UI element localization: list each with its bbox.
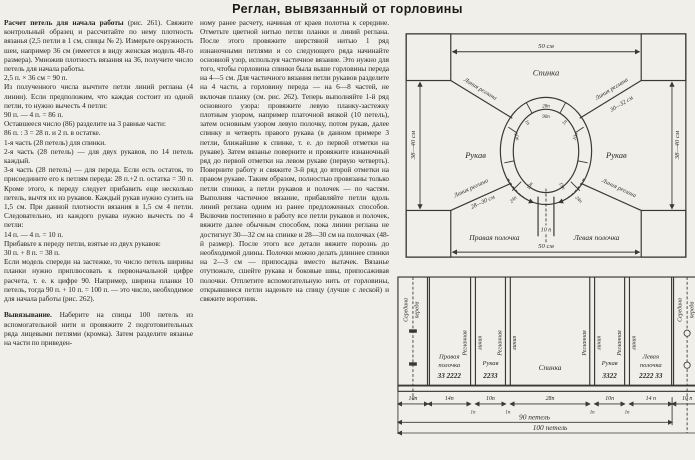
text-column-1: [4, 18, 193, 438]
one-stitch-label: 1п: [589, 410, 595, 416]
list-item: 1-я часть (28 петель) для спинки.: [4, 137, 106, 147]
width-label: 10п: [605, 396, 615, 403]
neck-front-quarter-count: 19п: [525, 181, 535, 191]
figure-261-raglan-scheme: [396, 22, 694, 267]
top-width-label: 50 см: [538, 42, 554, 50]
formula: 86 п. : 3 = 28 п. и 2 п. в остатке.: [4, 128, 101, 138]
width-label: 10п: [486, 396, 495, 403]
raglan-word-label: линия: [512, 335, 519, 350]
mid-front-label: Середина: [403, 298, 410, 322]
paragraph: 3-я часть (28 петель) — для переда. Если есть остаток, то присоедините его к петлям переда: 28 п.+2 п. остатка = 30 п. Кроме этого, к переду следует прибавить еще несколько петель, вычтя их из рукавов. Каждый рукав нужно сузить на 1,5 см. При данной плотности вязания в 1,5 см 4 петли. Следовательно, из каждого рукава нужно вычесть по 4 петли:: [4, 165, 193, 230]
paragraph: Из полученного числа вычтите петли линий реглана (4 линии). Если предположим, что каждая состоит из одной петли, то нужно вычесть 4 петли:: [4, 82, 193, 110]
paragraph: Если модель спереди на застежке, то число петель ширины планки нужно приплюсовать к первоначальной цифре расчета, т. е. к цифре 90. Например, ширина планки 10 петель, тогда 90 п. + 10 п. = 100 п. — это число, необходимое для начала работы (рис. 262).: [4, 257, 193, 304]
sleeve-right-label: Рукав: [606, 149, 627, 160]
side-height-right-label: 38—40 см: [673, 130, 681, 160]
right-front-label: Правая: [439, 353, 460, 361]
back-label: Спинка: [538, 363, 562, 373]
raglan-word-label: Регланная: [581, 330, 588, 356]
diag-left-size-label: 28—30 см: [470, 194, 496, 211]
page-content: [4, 18, 695, 438]
neck-raglan-count: 1п: [561, 118, 569, 127]
figure-262-caston-scheme: [396, 273, 695, 438]
neck-front-half-count: 24п: [573, 195, 584, 205]
width-label: 14 п: [645, 396, 656, 403]
total-100-label: 100 петель: [532, 423, 568, 433]
width-label: 10 п: [681, 396, 693, 403]
sleeve-label: Рукав: [601, 360, 618, 368]
sleeve-label: Рукав: [482, 360, 499, 368]
back-label: Спинка: [532, 67, 560, 78]
paragraph: Оставшееся число (86) разделите на 3 равные части:: [4, 119, 166, 129]
neck-front-quarter-count: 19п: [557, 181, 567, 191]
one-stitch-label: 1п: [624, 410, 630, 416]
raglan-line-labels: [463, 330, 638, 357]
figures-column: [396, 22, 695, 438]
neck-sleeve-count: 10п: [571, 132, 580, 142]
raglan-word-label: линия: [596, 335, 603, 350]
left-front-label: Левая: [642, 353, 660, 361]
formula: 30 п. + 8 п. = 38 п.: [4, 248, 60, 258]
formula: 90 п. — 4 п. = 86 п.: [4, 110, 63, 120]
right-front-label: полочка: [438, 362, 461, 370]
bottom-width-label: 50 см: [538, 243, 554, 251]
neck-sleeve-count: 10п: [512, 132, 521, 142]
neck-front-half-count: 24п: [508, 195, 519, 205]
paragraph: [4, 310, 193, 347]
dimension-arrows: [420, 52, 672, 252]
raglan-word-label: Регланная: [497, 330, 504, 356]
formula: 14 п. — 4 п. = 10 п.: [4, 229, 63, 239]
raglan-line-label-bl: Линия реглана: [453, 178, 490, 200]
mid-front-label: переда: [414, 301, 421, 319]
sleeve-left-label: Рукав: [465, 149, 486, 160]
text-column-2: [200, 18, 389, 438]
raglan-line-label-br: Линия реглана: [600, 178, 637, 200]
paragraph-text: Наберите на спицы 100 петель из вспомогательной нити и провяжите 2 подготовительных ряда лицевыми петлями (кромка). Затем разделите вязанье на части по приведен-: [4, 310, 193, 347]
neck-total-count: 90п: [542, 114, 550, 121]
one-stitch-label: 1п: [505, 410, 511, 416]
side-height-left-label: 38—40 см: [410, 130, 418, 160]
lead-calc: Расчет петель для начала работы: [4, 18, 124, 27]
left-front-sequence: 2222 33: [639, 371, 663, 380]
page-title: Реглан, вывязанный от горловины: [232, 2, 463, 16]
mid-front-label: Середина: [677, 298, 684, 322]
sleeve-sequence: 3322: [602, 371, 617, 380]
paragraph: [4, 18, 193, 73]
one-stitch-label: 1п: [470, 410, 476, 416]
raglan-word-label: Регланная: [616, 330, 623, 356]
paragraph-text: (рис. 261). Свяжите контрольный образец и рассчитайте по нему плотность вязанья (2,5 петли в 1 см, спицы № 2). Измерьте окружность шеи, например 36 см (имеется в виду женская модель 48-го размера). Умножив плотность вязания на 36, получите число петель для начала работы.: [4, 18, 193, 74]
planka-width-label: 10 п: [540, 227, 552, 234]
right-front-label: Правая полочка: [469, 233, 520, 243]
scheme-ticks: [504, 102, 587, 242]
left-front-label: полочка: [639, 362, 662, 370]
width-labels: [409, 396, 693, 432]
formula: 2,5 п. × 36 см = 90 п.: [4, 73, 68, 83]
mid-front-label: переда: [689, 301, 695, 319]
raglan-line-label-tl: Линия реглана: [462, 77, 498, 102]
paragraph: ному ранее расчету, начиная от краев полотна к середине. Отметьте цветной нитью петли планки и линий реглана. После этого провяжите шерстяной нитью 1 ряд изнаночными петлями и со следующего ряда начинайте основной узор, используя частичное вязание. Это нужно для того, чтобы горловина спинки была выше горловины переда на 4—5 см. Для частичного вязания петли рукавов разделите на 4 части, а горловину переда — на 6—8 частей, не включая планку (см. рис. 262). Теперь выполняйте 1-й ряд основного узора: провяжите левую планку-застежку плотным узором, например платочной вязкой (10 петель), затем основным узором левую полочку, потом рукав, далее спинку и четверть правого рукава (в данном примере 3 петли, ближайшие к спинке, т. е. до первой отметки на рукаве). Затем вязанье поверните и провяжите изнаночный ряд до первой отметки на левом рукаве (первую четверть). Поверните работу и свяжите 3-й ряд до второй отметки на правом рукаве. Таким образом, полностью провязаны только петли спинки, а петли рукавов и полочек — по частям. Выполняя частичное вязание, прибавляйте петли вдоль линий реглана одним из ранее предложенных способов. Включив постепенно в работу все петли рукавов и полочек, вяжите далее обычным способом, пока линии реглана не достигнут 30—32 см на спинке и 28—30 см на полочках (48-й размер). После этого все детали вяжите порознь до необходимой длины. Полочки можно делать длиннее спинки на 2—3 см — припосадка вместо вытачек. Вязанье отутюжьте, сшейте рукава и боковые швы, припосаживая полочки. Отплетите вспомогательную нить от горловины, открывшиеся петли наденьте на спицу (лучше с леской) и свяжите воротник.: [200, 18, 389, 304]
raglan-word-label: линия: [631, 335, 638, 350]
right-front-sequence: 33 2222: [437, 371, 461, 380]
neck-back-count: 28п: [542, 103, 550, 110]
sleeve-sequence: 2233: [483, 371, 498, 380]
list-item: 2-я часть (28 петель) — для двух рукавов, по 14 петель каждый.: [4, 146, 193, 166]
width-label: 14п: [444, 396, 454, 403]
total-90-label: 90 петель: [519, 412, 551, 422]
width-label: 10п: [408, 396, 418, 403]
left-front-label: Левая полочка: [573, 233, 620, 243]
width-label: 28п: [545, 396, 555, 403]
raglan-word-label: линия: [477, 335, 484, 350]
section-labels: [403, 298, 695, 380]
raglan-word-label: Регланная: [462, 330, 469, 356]
neck-raglan-count: 1п: [523, 118, 531, 127]
paragraph: Прибавьте к переду петли, взятые из двух рукавов:: [4, 238, 161, 248]
lead-knitting: Вывязывание.: [4, 310, 52, 320]
raglan-line-label-tr: Линия реглана: [594, 77, 630, 102]
diag-right-size-label: 30—32 см: [609, 95, 635, 114]
